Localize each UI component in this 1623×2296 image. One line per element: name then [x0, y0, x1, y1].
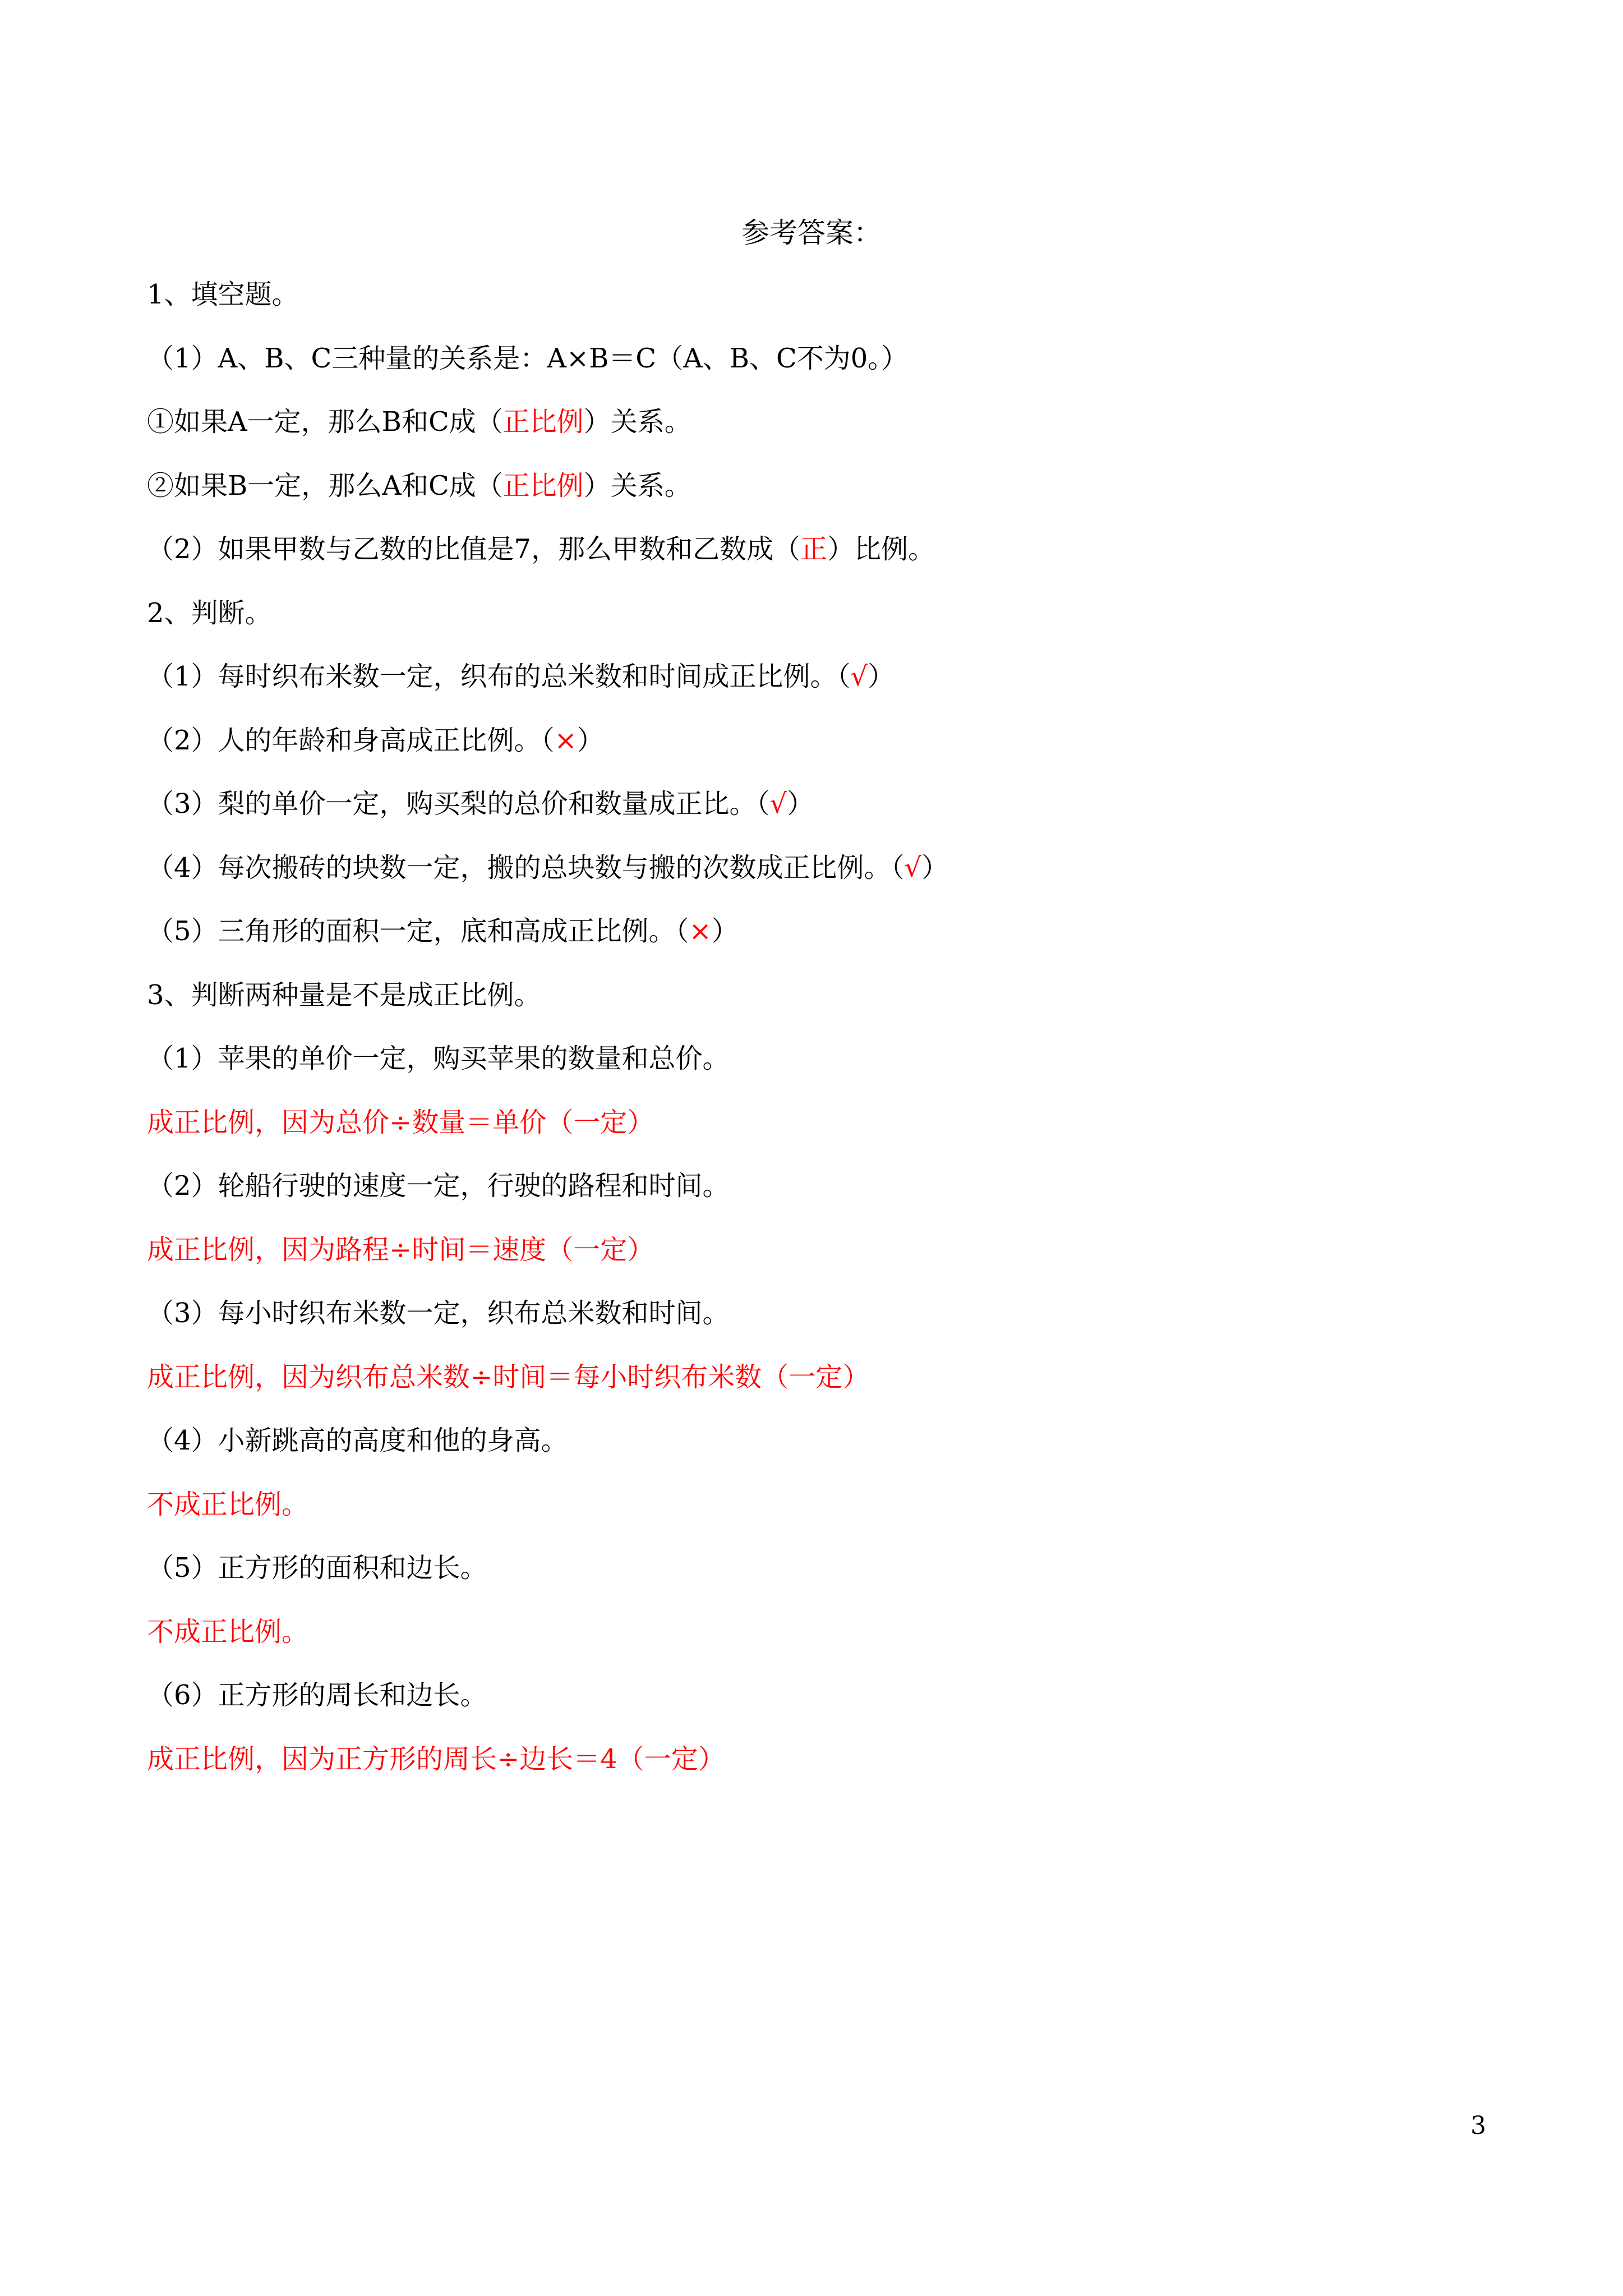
q2-item-answer: × [554, 724, 577, 756]
q1-item-1b-answer: 正比例 [502, 470, 584, 501]
q1-item-1: （1）A、B、C三种量的关系是：A×B＝C（A、B、C不为0。） [147, 342, 909, 374]
q2-item-close: ） [921, 852, 949, 884]
q3-question: （5）正方形的面积和边长。 [147, 1552, 487, 1584]
q2-item-text: （1）每时织布米数一定，织布的总米数和时间成正比例。（ [147, 661, 851, 692]
q1-item-1a-text: ①如果A一定，那么B和C成（ [147, 406, 503, 438]
q2-item [147, 848, 1493, 912]
q3-question: （6）正方形的周长和边长。 [147, 1680, 487, 1711]
q1-item-1b [147, 466, 1493, 530]
q2-item-answer: × [689, 915, 712, 947]
section-2-heading: 2、判断。 [147, 597, 272, 629]
q2-item [147, 912, 1493, 976]
page-number: 3 [1470, 2111, 1486, 2140]
q2-item-text: （5）三角形的面积一定，底和高成正比例。（ [147, 915, 689, 947]
section-3-heading: 3、判断两种量是不是成正比例。 [147, 979, 541, 1011]
q2-item [147, 784, 1493, 848]
q2-item [147, 721, 1493, 785]
q1-item-2-answer: 正 [800, 533, 828, 565]
answer-body [147, 275, 1493, 1803]
q1-item-1a-answer: 正比例 [502, 406, 584, 438]
q3-answer: 成正比例，因为总价÷数量＝单价（一定） [147, 1106, 654, 1138]
q1-item-1a [147, 402, 1493, 466]
q1-item-1a-tail: ）关系。 [583, 406, 691, 438]
q3-answer: 不成正比例。 [147, 1488, 309, 1520]
q2-item-close: ） [711, 915, 739, 947]
page-title: 参考答案： [741, 217, 882, 249]
q2-item [147, 657, 1493, 721]
section-1-heading: 1、填空题。 [147, 279, 299, 310]
q3-question: （1）苹果的单价一定，购买苹果的数量和总价。 [147, 1043, 730, 1074]
q2-item-answer: √ [769, 788, 787, 820]
q1-item-1b-tail: ）关系。 [583, 470, 691, 501]
q3-answer: 成正比例，因为织布总米数÷时间＝每小时织布米数（一定） [147, 1361, 870, 1393]
q1-item-2 [147, 530, 1493, 593]
q2-item-text: （4）每次搬砖的块数一定，搬的总块数与搬的次数成正比例。（ [147, 852, 905, 884]
q3-answer: 不成正比例。 [147, 1616, 309, 1648]
q2-item-answer: √ [904, 852, 922, 884]
q1-item-1b-text: ②如果B一定，那么A和C成（ [147, 470, 503, 501]
q2-item-answer: √ [850, 661, 868, 692]
q2-item-close: ） [577, 724, 604, 756]
q1-item-2-text: （2）如果甲数与乙数的比值是7，那么甲数和乙数成（ [147, 533, 801, 565]
q1-item-2-tail: ）比例。 [827, 533, 935, 565]
q3-question: （4）小新跳高的高度和他的身高。 [147, 1425, 568, 1456]
q3-answer: 成正比例，因为路程÷时间＝速度（一定） [147, 1234, 654, 1266]
q2-item-close: ） [868, 661, 895, 692]
q2-item-close: ） [787, 788, 814, 820]
q3-question: （2）轮船行驶的速度一定，行驶的路程和时间。 [147, 1170, 730, 1202]
q3-question: （3）每小时织布米数一定，织布总米数和时间。 [147, 1297, 730, 1329]
q2-item-text: （2）人的年龄和身高成正比例。（ [147, 724, 555, 756]
q3-answer: 成正比例，因为正方形的周长÷边长＝4（一定） [147, 1743, 725, 1775]
q2-item-text: （3）梨的单价一定，购买梨的总价和数量成正比。（ [147, 788, 770, 820]
